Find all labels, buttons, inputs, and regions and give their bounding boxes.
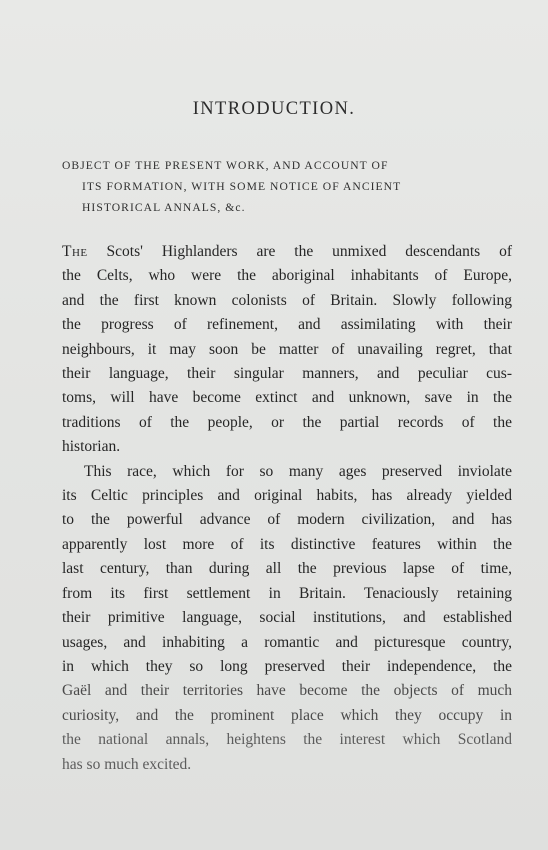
paragraph-line: from its first settlement in Britain. Tenaciously retaining (62, 584, 512, 602)
paragraph-line: curiosity, and the prominent place which they occupy in (62, 706, 512, 724)
paragraph-line: toms, will have become extinct and unknown, save in the (62, 389, 512, 407)
summary-line: OBJECT OF THE PRESENT WORK, AND ACCOUNT OF (62, 159, 389, 172)
paragraph-line: its Celtic principles and original habits, has already yielded (62, 487, 512, 505)
paragraph-line: historian. (62, 438, 121, 456)
summary-line: ITS FORMATION, WITH SOME NOTICE OF ANCIENT (82, 180, 402, 193)
paragraph-line: to the powerful advance of modern civilization, and has (62, 511, 512, 529)
summary-line: HISTORICAL ANNALS, &c. (82, 201, 246, 214)
paragraph-line: traditions of the people, or the partial records of the (62, 413, 512, 431)
chapter-summary (62, 155, 512, 218)
paragraph-line: neighbours, it may soon be matter of unavailing regret, that (62, 340, 512, 358)
paragraph-line: their primitive language, social institutions, and established (62, 609, 512, 627)
paragraph-line: usages, and inhabiting a romantic and picturesque country, (62, 633, 512, 651)
paragraph-line: has so much excited. (62, 755, 192, 773)
lead-word: The (62, 243, 88, 260)
paragraph-line: the national annals, heightens the interest which Scotland (62, 731, 512, 749)
paragraph-line: The Scots' Highlanders are the unmixed descendants of (62, 243, 512, 260)
paragraph-line: their language, their singular manners, and peculiar cus- (62, 365, 512, 383)
paragraph-line: in which they so long preserved their independence, the (62, 657, 512, 675)
paragraph-line: the progress of refinement, and assimilating with their (62, 316, 512, 334)
paragraph-line: and the first known colonists of Britain. Slowly following (62, 291, 512, 309)
body-text (62, 240, 512, 777)
paragraph-line: last century, than during all the previous lapse of time, (62, 560, 512, 578)
paragraph-line: Gaël and their territories have become the objects of much (62, 682, 512, 700)
paragraph-line: apparently lost more of its distinctive features within the (62, 535, 512, 553)
paragraph-line: the Celts, who were the aboriginal inhabitants of Europe, (62, 267, 512, 285)
page-title: INTRODUCTION. (192, 99, 356, 119)
paragraph-line: This race, which for so many ages preserved inviolate (84, 462, 512, 480)
